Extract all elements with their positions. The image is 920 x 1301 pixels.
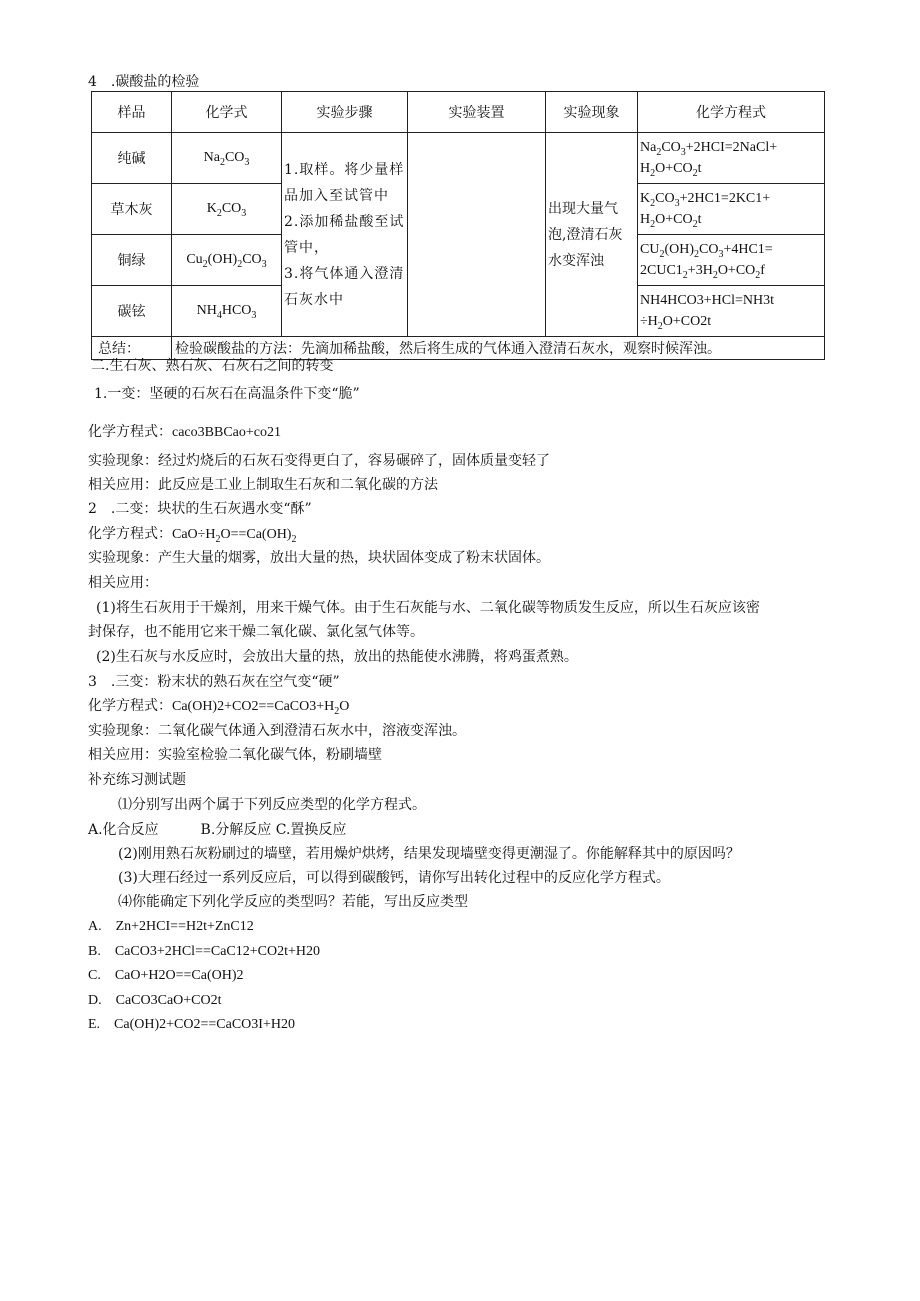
change-3-observation: 实验现象：二氧化碳气体通入到澄清石灰水中，溶液变浑浊。 [88,723,466,739]
header-cell: 实验现象 [546,92,638,133]
header-cell: 化学式 [172,92,282,133]
equation-text: $CaO\div H_2O==Ca(OH)_2$ [172,527,297,545]
question-1-options: A.化合反应 B.分解反应 C.置换反应 [88,822,347,838]
option-d: D. CaCO3CaO+CO2t [88,993,222,1008]
section-4-title: 4 .碳酸盐的检验 [88,74,200,90]
equation-text: $Ca(OH)2+CO2==CaCO3+H_2O$ [172,699,350,717]
change-2-title: 2 .二变：块状的生石灰遇水变“酥” [88,501,312,517]
header-cell: 化学方程式 [638,92,825,133]
change-1-equation [88,423,281,442]
change-1-observation: 实验现象：经过灼烧后的石灰石变得更白了，容易碾碎了，固体质量变轻了 [88,453,550,469]
question-1: ⑴分别写出两个属于下列反应类型的化学方程式。 [118,797,426,813]
equation-cell: $CU_2(OH)_2CO_3+4HC1=$ $2CUC1_2+3H_2O+CO_2f$ [638,235,825,286]
sample-cell: 草木灰 [92,184,172,235]
change-1-application: 相关应用：此反应是工业上制取生石灰和二氧化碳的方法 [88,477,438,493]
change-3-equation [88,697,349,716]
option-b: B. CaCO3+2HCl==CaC12+CO2t+H20 [88,944,320,959]
question-3: (3)大理石经过一系列反应后，可以得到碳酸钙，请你写出转化过程中的反应化学方程式。 [118,870,670,886]
option-a: A. Zn+2HCI==H2t+ZnC12 [88,919,254,934]
option-c: C. CaO+H2O==Ca(OH)2 [88,968,244,983]
carbonate-test-table [91,91,825,360]
change-2-application-1b: 封保存，也不能用它来干燥二氧化碳、氯化氢气体等。 [88,624,424,640]
summary-text: 检验碳酸盐的方法：先滴加稀盐酸，然后将生成的气体通入澄清石灰水，观察时候浑浊。 [172,337,825,360]
sample-cell: 铜绿 [92,235,172,286]
equation-label: 化学方程式： [88,424,172,440]
formula-cell: $NH_4HCO_3$ [172,286,282,337]
change-3-title: 3 .三变：粉末状的熟石灰在空气变“硬” [88,674,340,690]
equation-cell: $K_2CO_3+2HC1=2KC1+$ $H_2O+CO_2t$ [638,184,825,235]
header-cell: 样品 [92,92,172,133]
section-2-title: 二.生石灰、熟石灰、石灰石之间的转变 [91,358,334,374]
apparatus-cell [408,133,546,337]
formula-cell: $Cu_2(OH)_2CO_3$ [172,235,282,286]
summary-label: 总结： [92,337,172,360]
sample-cell: 纯碱 [92,133,172,184]
change-2-application-1a: (1)将生石灰用于干燥剂，用来干燥气体。由于生石灰能与水、二氧化碳等物质发生反应，所以生石灰应该密 [96,600,760,616]
change-2-equation [88,525,296,544]
equation-label: 化学方程式： [88,698,172,714]
table-row [92,133,825,184]
change-1-title: 1.一变：坚硬的石灰石在高温条件下变“脆” [94,386,360,402]
equation-cell: $Na_2CO_3+2HCI=2NaCl+$ $H_2O+CO_2t$ [638,133,825,184]
header-cell: 实验步骤 [282,92,408,133]
question-2: (2)刚用熟石灰粉刷过的墙壁，若用燥炉烘烤，结果发现墙壁变得更潮湿了。你能解释其中的原因吗？ [118,846,740,862]
formula-cell: $K_2CO_3$ [172,184,282,235]
steps-cell: 1.取样。将少量样品加入至试管中 2.添加稀盐酸至试管中， 3.将气体通入澄清石灰水中 [282,133,408,337]
observation-cell: 出现大量气泡,澄清石灰水变浑浊 [546,133,638,337]
header-cell: 实验装置 [408,92,546,133]
equation-cell: NH4HCO3+HCl=NH3t $\div H_2O+CO2t$ [638,286,825,337]
table-header-row [92,92,825,133]
exercise-title: 补充练习测试题 [88,772,186,788]
change-2-observation: 实验现象：产生大量的烟雾，放出大量的热，块状固体变成了粉末状固体。 [88,550,550,566]
change-2-application-2: (2)生石灰与水反应时，会放出大量的热，放出的热能使水沸腾，将鸡蛋煮熟。 [96,649,578,665]
equation-label: 化学方程式： [88,526,172,542]
sample-cell: 碳铉 [92,286,172,337]
change-2-application: 相关应用： [88,575,158,591]
option-e: E. Ca(OH)2+CO2==CaCO3I+H20 [88,1017,295,1032]
question-4: ⑷你能确定下列化学反应的类型吗？若能，写出反应类型 [118,894,468,910]
change-3-application: 相关应用：实验室检验二氧化碳气体，粉刷墙壁 [88,747,382,763]
formula-cell: $Na_2CO_3$ [172,133,282,184]
equation-text: caco3BBCao+co21 [172,425,281,440]
